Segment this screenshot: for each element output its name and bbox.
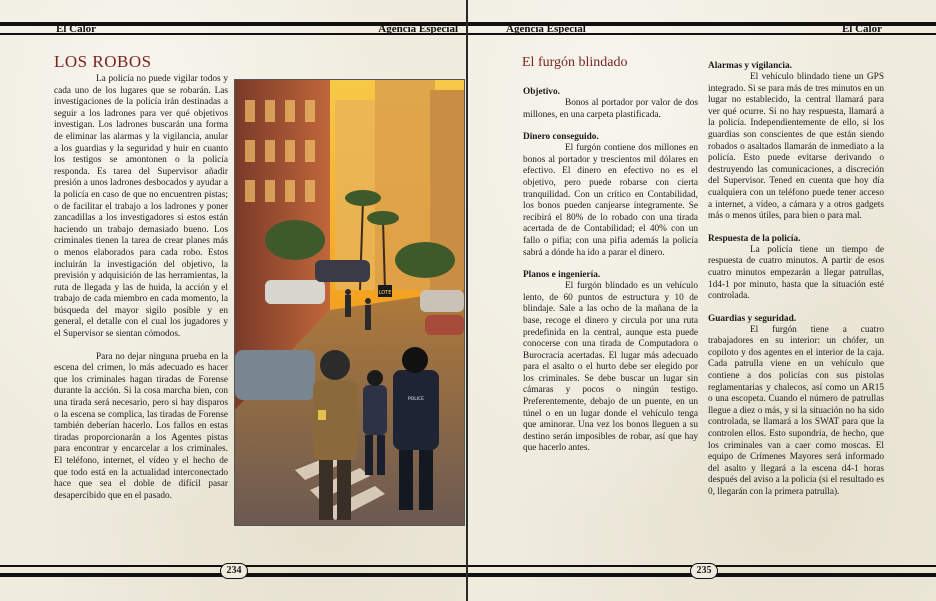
section-body: El furgón tiene a cuatro trabajadores en su interior: un chófer, un copiloto y dos agentes en el interior de la caja. Cada patrulla viene en un vehículo que contiene a dos policías con sus pistolas reglamentarias y chalecos, así como un AR15 o una escopeta. Cuando el número de patrullas llegue a diez o más, y si la situación no ha sido controlada, se llamará a los SWAT para que la controlen ellos. Esto supondría, de hecho, que los criminales van a caer como moscas. El equipo de Crímenes Mayores será informado del asalto y llegará a la escena d4-1 horas después del aviso a la policía (si el resultado es 0, llegarán con la primera patrulla). [708,324,884,497]
paragraph-2: Para no dejar ninguna prueba en la escena del crimen, lo más adecuado es hacer que los criminales hagan tiradas de Forense durante la acción. Si la cosa marcha bien, con una tirada será necesario, pero si hay disparos o la escena se complica, las tiradas de Forense también deberían hacerlo. Los fallos en estas tiradas proporcionarán a los Agentes pistas para encontrar y encarcelar a los criminales. El teléfono, internet, el vídeo y el hecho de que todo está en la actualidad interconectado hace que sea el doble de difícil pasar desapercibido que en el pasado. [54,351,228,501]
section-title: El furgón blindado [522,55,628,70]
section-body: El furgón blindado es un vehículo lento, de 60 puntos de estructura y 10 de blindaje. Sale a las ocho de la mañana de la base, recoge el dinero y circula por una ruta predefinida en la central, aunque esta puede conocerse con una tirada de Computadora o Burocracia acertadas. El lugar más adecuado para el asalto o el hurto debe ser elegido por los criminales. Se debe buscar un lugar sin cámaras y pocos o ningún testigo. Preferentemente, debajo de un puente, en un túnel o en un lugar donde el vehículo tenga que aminorar. Una vez los bonos lleguen a su destino serán imposibles de robar, así que hay que hacerlo antes. [523,281,698,454]
header-right-text: Agencia Especial [378,23,458,35]
header-left-text: Agencia Especial [506,23,586,35]
section-dinero [523,131,698,259]
section-heading: Respuesta de la policía. [708,233,801,244]
street-sign: LOTE [378,290,392,296]
right-page [468,0,936,601]
paragraph-1: La policía no puede vigilar todos y cada uno de los lugares que se robarán. Las investigaciones de la policía irán destinadas a seguir a los ladrones para ver qué objetivos investigan. Los ladrones buscarán una forma de eliminar las alarmas y la vigilancia, anular a los guardias y la seguridad y huir en cuanto los testigos se amontonen o la policía responda. Es tarea del Supervisor añadir presión a unos ladrones desbocados y ayudar a la policía en caso de que no encuentren pistas; o de facilitar el trabajo a los ladrones y poner zancadillas a los investigadores si estos están haciendo un trabajo demasiado bueno. Los criminales tienen la tarea de crear planes más o menos elaborados para cada robo. Estos incluirán la investigación del objetivo, la previsión y adquisición de las herramientas, la ruta de llegada y las de huida, la acción y el trabajo de cada miembro en cada momento, la búsqueda del mayor sigilo posible y en general, el detalle con el cual los jugadores y el Supervisor se sientan cómodos. [54,74,228,340]
illustration [234,79,465,526]
section-respuesta [708,233,884,303]
section-heading: Dinero conseguido. [523,132,599,143]
section-planos [523,269,698,455]
section-alarmas [708,60,884,223]
section-body: Bonos al portador por valor de dos millones, en una carpeta plastificada. [523,98,698,120]
street-scene-illustration [235,80,464,525]
section-heading: Planos e ingeniería. [523,270,601,281]
section-heading: Alarmas y vigilancia. [708,61,792,71]
section-body: La policía tiene un tiempo de respuesta de cuatro minutos. A partir de esos cuatro minutos empezarán a llegar patrullas, 1d4-1 por minuto, hasta que la situación esté controlada. [708,244,884,302]
officer-badge-text: POLICE [407,397,425,402]
right-text-column-1 [523,86,698,465]
section-body: El furgón contiene dos millones en bonos al portador y trescientos mil dólares en efectivo. El dinero en efectivo no es el objetivo, pero puede robarse con cierta tranquilidad. Con un crítico en Contabilidad, los bonos pueden canjearse íntegramente. Se recibirá el 80% de lo robado con una tirada acertada de de Contabilidad; el 40% con un fallo o pifia; con una pifia además la policía sabrá a dónde ha ido a parar el dinero. [523,143,698,258]
header-right-text: El Calor [841,23,882,35]
right-text-column-2 [708,60,884,509]
header-left-text: El Calor [56,23,97,35]
section-objetivo [523,86,698,121]
page-number-right: 235 [690,563,718,579]
section-body: El vehículo blindado tiene un GPS integrado. Si se para más de tres minutos en un lugar no establecido, la central llamará para ver qué ocurre. Si no hay respuesta, llamará a la policía. Independientemente de ello, si los guardias son conscientes de que están siendo robados o asaltados llamarán de inmediato a la policía. Esto puede evitarse derivando o destruyendo las comunicaciones, a discreción del Supervisor. Tened en cuenta que hoy día cualquiera con un teléfono puede tener acceso a internet, a vídeo, a cámara y a otros gadgets más o menos útiles, para bien o para mal. [708,72,884,222]
section-guardias [708,313,884,499]
left-text-column [54,74,228,502]
page-number-left: 234 [220,563,248,579]
section-heading: Guardias y seguridad. [708,313,797,324]
section-heading: Objetivo. [523,87,560,97]
page-title: LOS ROBOS [54,52,152,71]
